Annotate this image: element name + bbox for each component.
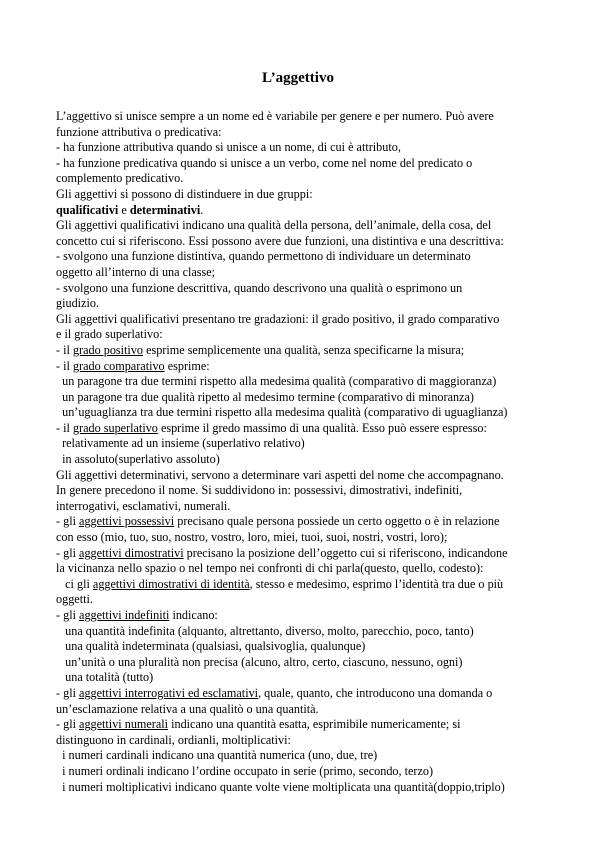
- text-segment: concetto cui si riferiscono. Essi possono avere due funzioni, una distintiva e una descrittiva:: [56, 233, 504, 248]
- text-line: [56, 670, 546, 686]
- text-segment: - ha funzione predicativa quando si unisce a un verbo, come nel nome del predicato o: [56, 155, 473, 170]
- text-line: [56, 312, 546, 328]
- text-line: [56, 171, 546, 187]
- text-segment: e: [118, 202, 130, 217]
- text-segment: In genere precedono il nome. Si suddividono in: possessivi, dimostrativi, indefiniti,: [56, 483, 463, 498]
- text-line: [56, 514, 546, 530]
- text-line: [56, 343, 546, 359]
- text-segment: - gli: [56, 717, 80, 732]
- text-line: [56, 499, 546, 515]
- text-line: [56, 234, 546, 250]
- text-segment: Gli aggettivi qualificativi indicano una qualità della persona, dell’animale, della cosa, del: [56, 218, 492, 233]
- text-segment: i numeri ordinali indicano l’ordine occupato in serie (primo, secondo, terzo): [56, 763, 434, 778]
- text-line: [56, 281, 546, 297]
- text-line: [56, 639, 546, 655]
- text-line: [56, 327, 546, 343]
- text-line: [56, 608, 546, 624]
- text-line: [56, 390, 546, 406]
- text-line: [56, 296, 546, 312]
- text-line: [56, 717, 546, 733]
- text-segment: esprime:: [164, 358, 210, 373]
- text-segment: distinguono in cardinali, ordianli, moltiplicativi:: [56, 732, 291, 747]
- text-segment: una qualità indeterminata (qualsiasi, qualsivoglia, qualunque): [56, 639, 366, 654]
- text-segment: - gli: [56, 514, 80, 529]
- underlined-term: aggettivi interrogativi ed esclamativi: [79, 685, 259, 700]
- text-line: [56, 265, 546, 281]
- text-segment: - gli: [56, 545, 80, 560]
- text-segment: giudizio.: [56, 296, 99, 311]
- text-segment: precisano quale persona possiede un certo oggetto o è in relazione: [174, 514, 500, 529]
- text-segment: indicano una quantità esatta, esprimibile numericamente; si: [168, 717, 461, 732]
- text-segment: - il: [56, 342, 73, 357]
- text-line: [56, 748, 546, 764]
- text-line: [56, 655, 546, 671]
- text-segment: i numeri moltiplicativi indicano quante volte viene moltiplicata una quantità(doppio,triplo): [56, 779, 505, 794]
- text-segment: ci gli: [56, 576, 93, 591]
- text-line: [56, 436, 546, 452]
- underlined-term: grado comparativo: [72, 358, 165, 373]
- text-segment: - svolgono una funzione descrittiva, quando descrivono una qualità o esprimono un: [56, 280, 463, 295]
- text-line: [56, 203, 546, 219]
- text-line: [56, 702, 546, 718]
- text-segment: un paragone tra due qualità ripetto al medesimo termine (comparativo di minoranza): [56, 389, 474, 404]
- bold-term: qualificativi: [56, 202, 119, 217]
- text-segment: Gli aggettivi qualificativi presentano tre gradazioni: il grado positivo, il grado comparativo: [56, 311, 500, 326]
- text-line: [56, 577, 546, 593]
- text-segment: una quantità indefinita (alquanto, altrettanto, diverso, molto, parecchio, poco, tanto): [56, 623, 474, 638]
- text-segment: e il grado superlativo:: [56, 327, 163, 342]
- text-segment: L’aggettivo si unisce sempre a un nome ed è variabile per genere e per numero. Può avere: [56, 109, 494, 123]
- text-line: [56, 592, 546, 608]
- text-segment: Gli aggettivi si possono di distinduere in due gruppi:: [56, 186, 313, 201]
- document-body: [56, 109, 546, 795]
- text-line: [56, 530, 546, 546]
- text-line: [56, 780, 546, 796]
- text-segment: esprime semplicemente una qualità, senza specificarne la misura;: [143, 342, 465, 357]
- text-segment: oggetto all’interno di una classe;: [56, 264, 216, 279]
- bold-term: determinativi: [129, 202, 201, 217]
- text-segment: esprime il gredo massimo di una qualità. Esso può essere espresso:: [157, 420, 487, 435]
- text-line: [56, 405, 546, 421]
- text-segment: funzione attributiva o predicativa:: [56, 124, 222, 139]
- text-line: [56, 109, 546, 125]
- page-title: L’aggettivo: [262, 70, 334, 86]
- text-line: [56, 359, 546, 375]
- text-line: [56, 561, 546, 577]
- underlined-term: aggettivi indefiniti: [79, 608, 170, 622]
- text-segment: - il: [56, 358, 73, 373]
- text-segment: , quale, quanto, che introducono una domanda o: [258, 685, 493, 700]
- text-segment: con esso (mio, tuo, suo, nostro, vostro, loro, miei, tuoi, suoi, nostri, vostri, loro);: [56, 530, 448, 545]
- text-line: [56, 483, 546, 499]
- text-segment: - gli: [56, 608, 80, 622]
- text-segment: relativamente ad un insieme (superlativo relativo): [56, 436, 305, 451]
- text-segment: .: [200, 202, 204, 217]
- text-segment: un’uguaglianza tra due termini rispetto alla medesima qualità (comparativo di uguaglianza): [56, 405, 508, 420]
- text-segment: un’esclamazione relativa a una qualitò o una quantità.: [56, 701, 319, 716]
- text-line: [56, 624, 546, 640]
- text-line: [56, 764, 546, 780]
- text-line: [56, 125, 546, 141]
- text-line: [56, 218, 546, 234]
- text-line: [56, 686, 546, 702]
- text-segment: una totalità (tutto): [56, 670, 154, 685]
- text-segment: , stesso e medesimo, esprimo l’identità tra due o più: [249, 576, 504, 591]
- text-line: [56, 374, 546, 390]
- text-line: [56, 156, 546, 172]
- text-segment: Gli aggettivi determinativi, servono a determinare vari aspetti del nome che accompagnano.: [56, 467, 504, 482]
- text-segment: - svolgono una funzione distintiva, quando permettono di individuare un determinato: [56, 249, 471, 264]
- text-segment: interrogativi, esclamativi, numerali.: [56, 498, 231, 513]
- text-segment: i numeri cardinali indicano una quantità numerica (uno, due, tre): [56, 748, 378, 763]
- text-line: [56, 452, 546, 468]
- text-segment: in assoluto(superlativo assoluto): [56, 452, 220, 467]
- text-segment: - gli: [56, 685, 80, 700]
- underlined-term: aggettivi dimostrativi di identità: [92, 576, 250, 591]
- text-segment: oggetti.: [56, 592, 93, 607]
- text-line: [56, 546, 546, 562]
- text-line: [56, 187, 546, 203]
- underlined-term: aggettivi numerali: [79, 717, 169, 732]
- underlined-term: grado superlativo: [72, 420, 158, 435]
- text-segment: - ha funzione attributiva quando si unisce a un nome, di cui è attributo,: [56, 140, 401, 155]
- text-line: [56, 733, 546, 749]
- text-segment: un’unità o una pluralità non precisa (alcuno, altro, certo, ciascuno, nessuno, ogni): [56, 654, 463, 669]
- text-line: [56, 140, 546, 156]
- text-line: [56, 249, 546, 265]
- text-line: [56, 421, 546, 437]
- text-segment: indicano:: [169, 608, 218, 622]
- text-segment: la vicinanza nello spazio o nel tempo nei confronti di chi parla(questo, quello, codesto):: [56, 561, 484, 576]
- text-segment: complemento predicativo.: [56, 171, 184, 186]
- text-line: [56, 468, 546, 484]
- text-segment: - il: [56, 420, 73, 435]
- underlined-term: grado positivo: [72, 342, 144, 357]
- text-segment: precisano la posizione dell’oggetto cui si riferiscono, indicandone: [183, 545, 508, 560]
- text-segment: un paragone tra due termini rispetto alla medesima qualità (comparativo di maggioranza): [56, 374, 497, 389]
- underlined-term: aggettivi dimostrativi: [79, 545, 184, 560]
- underlined-term: aggettivi possessivi: [79, 514, 175, 529]
